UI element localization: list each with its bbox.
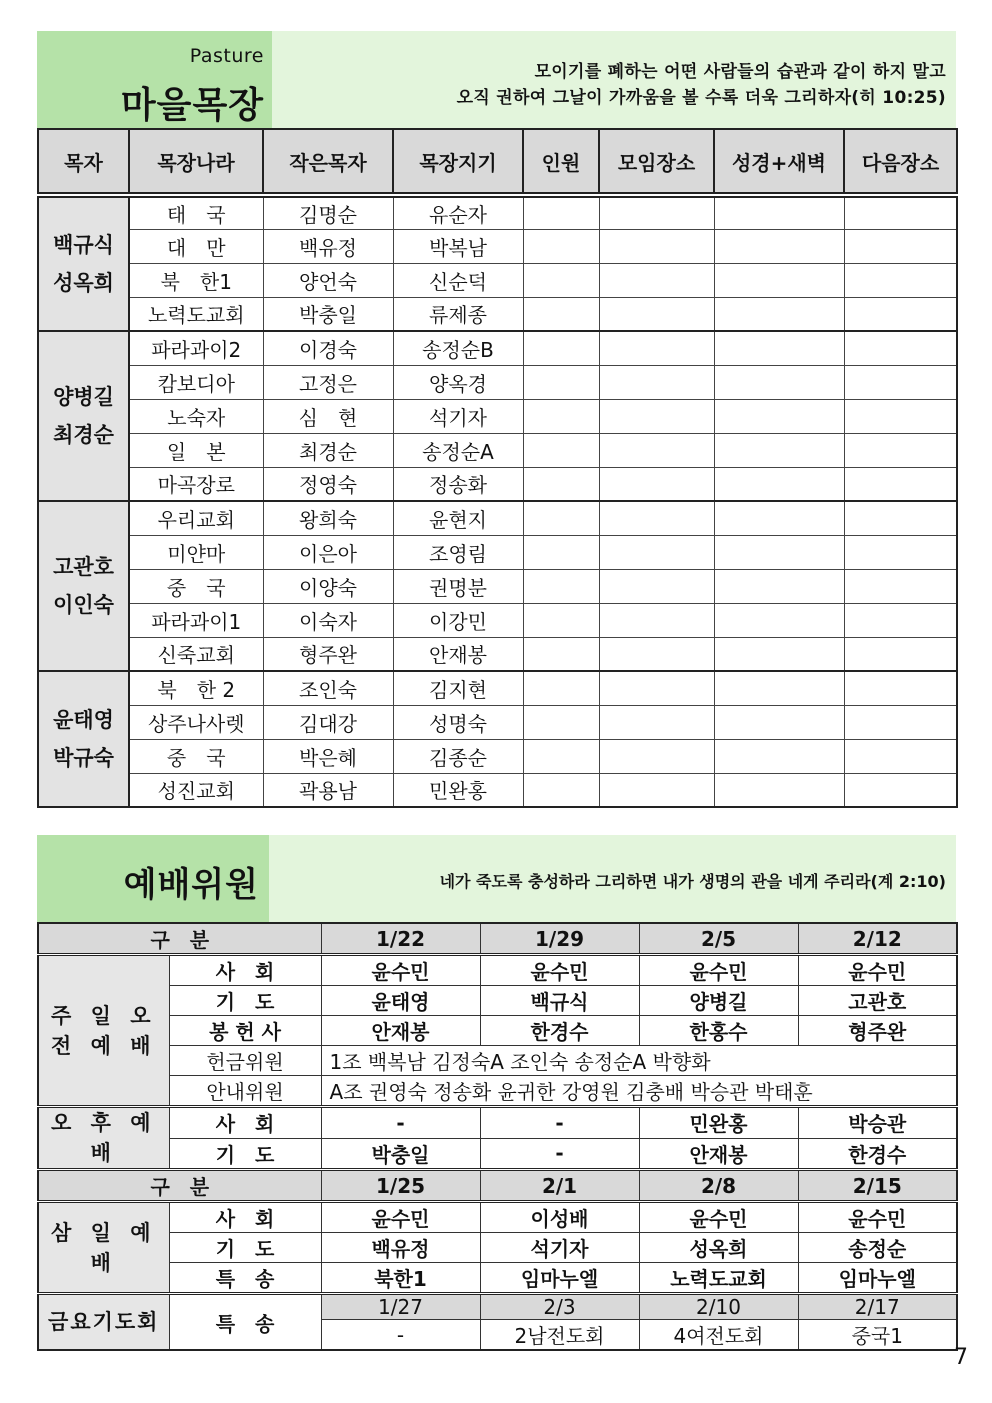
role-cell: 사 회 xyxy=(169,1107,321,1139)
pasture-title-block xyxy=(37,31,272,128)
sub-pastor-cell: 김명순 xyxy=(263,195,393,229)
empty-cell xyxy=(599,263,714,297)
role-cell: 안내위원 xyxy=(169,1076,321,1107)
empty-cell xyxy=(599,739,714,773)
pastor-name: 이인숙 xyxy=(53,593,114,617)
assignee-cell: 4여전도회 xyxy=(639,1320,798,1351)
date-cell: 2/3 xyxy=(480,1294,639,1320)
empty-cell xyxy=(523,637,599,671)
pasture-verse-line2: 오직 권하여 그날이 가까움을 볼 수록 더욱 그리하자(히 10:25) xyxy=(456,88,946,108)
assignee-cell: 민완홍 xyxy=(639,1107,798,1139)
assignee-cell: 이성배 xyxy=(480,1202,639,1233)
country-cell: 일 본 xyxy=(129,433,263,467)
pastor-cell xyxy=(38,195,129,331)
table-row xyxy=(38,365,957,399)
empty-cell xyxy=(714,603,844,637)
keeper-cell: 정송화 xyxy=(393,467,523,501)
keeper-cell: 송정순B xyxy=(393,331,523,365)
friday-prayer-category: 금요기도회 xyxy=(38,1294,169,1351)
keeper-cell: 성명숙 xyxy=(393,705,523,739)
empty-cell xyxy=(844,365,957,399)
empty-cell xyxy=(714,467,844,501)
empty-cell xyxy=(844,467,957,501)
header-place: 모임장소 xyxy=(599,129,714,195)
empty-cell xyxy=(714,331,844,365)
sub-pastor-cell: 이경숙 xyxy=(263,331,393,365)
date-cell: 2/15 xyxy=(798,1170,957,1202)
worship-table xyxy=(37,922,958,1351)
keeper-cell: 윤현지 xyxy=(393,501,523,535)
empty-cell xyxy=(714,229,844,263)
keeper-cell: 김지현 xyxy=(393,671,523,705)
assignee-cell: 윤수민 xyxy=(639,955,798,986)
empty-cell xyxy=(599,535,714,569)
worship-header-label: 구 분 xyxy=(38,1170,321,1202)
empty-cell xyxy=(599,569,714,603)
empty-cell xyxy=(599,297,714,331)
assignee-cell: 성옥희 xyxy=(639,1233,798,1263)
assignee-cell: 백규식 xyxy=(480,986,639,1016)
assignee-cell: 한경수 xyxy=(798,1138,957,1170)
empty-cell xyxy=(599,501,714,535)
table-row xyxy=(38,535,957,569)
role-cell: 특 송 xyxy=(169,1263,321,1294)
table-row xyxy=(38,955,957,986)
pastor-name: 박규숙 xyxy=(53,746,114,770)
empty-cell xyxy=(844,637,957,671)
empty-cell xyxy=(714,773,844,807)
table-row xyxy=(38,1107,957,1139)
keeper-cell: 송정순A xyxy=(393,433,523,467)
worship-header-row xyxy=(38,923,957,955)
table-row xyxy=(38,1202,957,1233)
role-cell: 사 회 xyxy=(169,955,321,986)
empty-cell xyxy=(523,603,599,637)
assignee-cell: 북한1 xyxy=(321,1263,480,1294)
table-row xyxy=(38,739,957,773)
sub-pastor-cell: 박은혜 xyxy=(263,739,393,773)
empty-cell xyxy=(523,773,599,807)
assignee-cell: 박충일 xyxy=(321,1138,480,1170)
sub-pastor-cell: 심 현 xyxy=(263,399,393,433)
empty-cell xyxy=(599,399,714,433)
date-cell: 2/8 xyxy=(639,1170,798,1202)
keeper-cell: 권명분 xyxy=(393,569,523,603)
assignee-cell: 한경수 xyxy=(480,1016,639,1046)
keeper-cell: 유순자 xyxy=(393,195,523,229)
empty-cell xyxy=(599,603,714,637)
assignee-cell: 윤수민 xyxy=(639,1202,798,1233)
empty-cell xyxy=(714,569,844,603)
table-row xyxy=(38,297,957,331)
pasture-header-row xyxy=(38,129,957,195)
assignee-cell: 윤수민 xyxy=(798,1202,957,1233)
empty-cell xyxy=(844,331,957,365)
page-number: 7 xyxy=(954,1345,968,1370)
header-country: 목장나라 xyxy=(129,129,263,195)
empty-cell xyxy=(599,195,714,229)
assignee-cell: 석기자 xyxy=(480,1233,639,1263)
country-cell: 상주나사렛 xyxy=(129,705,263,739)
empty-cell xyxy=(714,433,844,467)
keeper-cell: 양옥경 xyxy=(393,365,523,399)
header-keeper: 목장지기 xyxy=(393,129,523,195)
header-next-place: 다음장소 xyxy=(844,129,957,195)
date-cell: 2/12 xyxy=(798,923,957,955)
assignee-cell: 노력도교회 xyxy=(639,1263,798,1294)
empty-cell xyxy=(844,195,957,229)
date-cell: 2/1 xyxy=(480,1170,639,1202)
empty-cell xyxy=(599,637,714,671)
empty-cell xyxy=(714,263,844,297)
sub-pastor-cell: 조인숙 xyxy=(263,671,393,705)
table-row xyxy=(38,569,957,603)
empty-cell xyxy=(599,467,714,501)
empty-cell xyxy=(844,399,957,433)
sub-pastor-cell: 이은아 xyxy=(263,535,393,569)
date-cell: 1/25 xyxy=(321,1170,480,1202)
country-cell: 노력도교회 xyxy=(129,297,263,331)
pastor-name: 고관호 xyxy=(53,555,114,579)
table-row xyxy=(38,671,957,705)
assignee-cell: 안재봉 xyxy=(321,1016,480,1046)
assignee-cell: 2남전도회 xyxy=(480,1320,639,1351)
empty-cell xyxy=(599,705,714,739)
empty-cell xyxy=(714,637,844,671)
country-cell: 우리교회 xyxy=(129,501,263,535)
empty-cell xyxy=(844,501,957,535)
assignee-cell: 중국1 xyxy=(798,1320,957,1351)
keeper-cell: 민완홍 xyxy=(393,773,523,807)
pastor-cell xyxy=(38,671,129,807)
worship-banner xyxy=(37,835,956,922)
empty-cell xyxy=(714,399,844,433)
empty-cell xyxy=(844,739,957,773)
table-row xyxy=(38,1046,957,1076)
empty-cell xyxy=(714,501,844,535)
pastor-name: 양병길 xyxy=(53,385,114,409)
header-bible-dawn: 성경+새벽 xyxy=(714,129,844,195)
country-cell: 미얀마 xyxy=(129,535,263,569)
header-sub-pastor: 작은목자 xyxy=(263,129,393,195)
sub-pastor-cell: 양언숙 xyxy=(263,263,393,297)
empty-cell xyxy=(599,229,714,263)
country-cell: 노숙자 xyxy=(129,399,263,433)
role-cell: 헌금위원 xyxy=(169,1046,321,1076)
assignee-cell: 임마누엘 xyxy=(480,1263,639,1294)
header-attendance: 인원 xyxy=(523,129,599,195)
offering-team-cell: 1조 백복남 김정숙A 조인숙 송정순A 박향화 xyxy=(321,1046,957,1076)
worship-verse: 네가 죽도록 충성하라 그리하면 내가 생명의 관을 네게 주리라(계 2:10) xyxy=(439,872,946,891)
afternoon-service-category: 오 후 예 배 xyxy=(38,1107,169,1170)
assignee-cell: 윤수민 xyxy=(798,955,957,986)
table-row xyxy=(38,637,957,671)
table-row xyxy=(38,229,957,263)
wednesday-service-category: 삼 일 예 배 xyxy=(38,1202,169,1294)
pasture-table xyxy=(37,128,958,808)
role-cell: 기 도 xyxy=(169,986,321,1016)
keeper-cell: 이강민 xyxy=(393,603,523,637)
empty-cell xyxy=(844,229,957,263)
assignee-cell: 안재봉 xyxy=(639,1138,798,1170)
sub-pastor-cell: 박충일 xyxy=(263,297,393,331)
date-cell: 2/17 xyxy=(798,1294,957,1320)
keeper-cell: 석기자 xyxy=(393,399,523,433)
pasture-banner xyxy=(37,31,956,128)
empty-cell xyxy=(714,705,844,739)
empty-cell xyxy=(523,501,599,535)
keeper-cell: 박복남 xyxy=(393,229,523,263)
empty-cell xyxy=(844,773,957,807)
table-row xyxy=(38,1233,957,1263)
table-row xyxy=(38,331,957,365)
table-row xyxy=(38,773,957,807)
table-row xyxy=(38,705,957,739)
table-row xyxy=(38,986,957,1016)
table-row xyxy=(38,399,957,433)
assignee-cell: - xyxy=(321,1107,480,1139)
table-row xyxy=(38,195,957,229)
role-cell: 봉 헌 사 xyxy=(169,1016,321,1046)
table-row xyxy=(38,1294,957,1320)
keeper-cell: 안재봉 xyxy=(393,637,523,671)
assignee-cell: 윤태영 xyxy=(321,986,480,1016)
country-cell: 중 국 xyxy=(129,739,263,773)
empty-cell xyxy=(714,297,844,331)
keeper-cell: 신순덕 xyxy=(393,263,523,297)
country-cell: 마곡장로 xyxy=(129,467,263,501)
sub-pastor-cell: 곽용남 xyxy=(263,773,393,807)
country-cell: 파라과이2 xyxy=(129,331,263,365)
sub-pastor-cell: 이숙자 xyxy=(263,603,393,637)
table-row xyxy=(38,501,957,535)
empty-cell xyxy=(523,705,599,739)
empty-cell xyxy=(523,229,599,263)
empty-cell xyxy=(844,603,957,637)
sunday-service-category: 주 일 오 전 예 배 xyxy=(38,955,169,1107)
sub-pastor-cell: 정영숙 xyxy=(263,467,393,501)
worship-header-label: 구 분 xyxy=(38,923,321,955)
table-row xyxy=(38,603,957,637)
empty-cell xyxy=(714,739,844,773)
sub-pastor-cell: 백유정 xyxy=(263,229,393,263)
empty-cell xyxy=(844,263,957,297)
worship-header-row xyxy=(38,1170,957,1202)
country-cell: 북 한 2 xyxy=(129,671,263,705)
pastor-cell xyxy=(38,501,129,671)
worship-title-block xyxy=(37,835,269,922)
assignee-cell: 임마누엘 xyxy=(798,1263,957,1294)
pasture-verse-block xyxy=(272,31,956,128)
empty-cell xyxy=(714,365,844,399)
country-cell: 북 한1 xyxy=(129,263,263,297)
sub-pastor-cell: 형주완 xyxy=(263,637,393,671)
empty-cell xyxy=(523,535,599,569)
pastor-name: 윤태영 xyxy=(53,708,114,732)
empty-cell xyxy=(523,671,599,705)
country-cell: 태 국 xyxy=(129,195,263,229)
pastor-cell xyxy=(38,331,129,501)
empty-cell xyxy=(714,671,844,705)
role-cell: 특 송 xyxy=(169,1294,321,1351)
sub-pastor-cell: 고정은 xyxy=(263,365,393,399)
keeper-cell: 조영림 xyxy=(393,535,523,569)
empty-cell xyxy=(844,297,957,331)
pastor-name: 백규식 xyxy=(53,233,114,257)
country-cell: 성진교회 xyxy=(129,773,263,807)
assignee-cell: 백유정 xyxy=(321,1233,480,1263)
empty-cell xyxy=(523,195,599,229)
empty-cell xyxy=(523,739,599,773)
empty-cell xyxy=(523,263,599,297)
country-cell: 파라과이1 xyxy=(129,603,263,637)
usher-team-cell: A조 권영숙 정송화 윤귀한 강영원 김충배 박승관 박태훈 xyxy=(321,1076,957,1107)
worship-title: 예배위원 xyxy=(123,865,259,905)
empty-cell xyxy=(523,433,599,467)
table-row xyxy=(38,433,957,467)
date-cell: 2/10 xyxy=(639,1294,798,1320)
assignee-cell: 윤수민 xyxy=(321,1202,480,1233)
table-row xyxy=(38,467,957,501)
empty-cell xyxy=(714,195,844,229)
date-cell: 1/22 xyxy=(321,923,480,955)
pasture-title-ko: 마을목장 xyxy=(120,85,264,126)
empty-cell xyxy=(599,331,714,365)
empty-cell xyxy=(844,671,957,705)
country-cell: 대 만 xyxy=(129,229,263,263)
empty-cell xyxy=(523,365,599,399)
empty-cell xyxy=(844,569,957,603)
assignee-cell: 송정순 xyxy=(798,1233,957,1263)
keeper-cell: 류제종 xyxy=(393,297,523,331)
table-row xyxy=(38,1016,957,1046)
empty-cell xyxy=(523,297,599,331)
pastor-name: 최경순 xyxy=(53,423,114,447)
sub-pastor-cell: 최경순 xyxy=(263,433,393,467)
assignee-cell: - xyxy=(480,1138,639,1170)
empty-cell xyxy=(523,399,599,433)
sub-pastor-cell: 이양숙 xyxy=(263,569,393,603)
empty-cell xyxy=(523,569,599,603)
assignee-cell: 박승관 xyxy=(798,1107,957,1139)
sub-pastor-cell: 왕희숙 xyxy=(263,501,393,535)
pasture-title-en: Pasture xyxy=(189,45,264,67)
table-row xyxy=(38,1263,957,1294)
role-cell: 사 회 xyxy=(169,1202,321,1233)
assignee-cell: 형주완 xyxy=(798,1016,957,1046)
country-cell: 캄보디아 xyxy=(129,365,263,399)
pasture-verse-line1: 모이기를 폐하는 어떤 사람들의 습관과 같이 하지 말고 xyxy=(534,62,946,82)
assignee-cell: 윤수민 xyxy=(480,955,639,986)
empty-cell xyxy=(844,535,957,569)
table-row xyxy=(38,1076,957,1107)
role-cell: 기 도 xyxy=(169,1138,321,1170)
assignee-cell: 한홍수 xyxy=(639,1016,798,1046)
table-row xyxy=(38,263,957,297)
assignee-cell: 고관호 xyxy=(798,986,957,1016)
role-cell: 기 도 xyxy=(169,1233,321,1263)
pastor-name: 성옥희 xyxy=(53,271,114,295)
empty-cell xyxy=(599,433,714,467)
assignee-cell: 양병길 xyxy=(639,986,798,1016)
empty-cell xyxy=(599,773,714,807)
assignee-cell: - xyxy=(321,1320,480,1351)
date-cell: 2/5 xyxy=(639,923,798,955)
empty-cell xyxy=(599,671,714,705)
empty-cell xyxy=(844,705,957,739)
table-row xyxy=(38,1138,957,1170)
empty-cell xyxy=(523,467,599,501)
date-cell: 1/27 xyxy=(321,1294,480,1320)
empty-cell xyxy=(523,331,599,365)
assignee-cell: 윤수민 xyxy=(321,955,480,986)
assignee-cell: - xyxy=(480,1107,639,1139)
empty-cell xyxy=(714,535,844,569)
date-cell: 1/29 xyxy=(480,923,639,955)
header-pastor: 목자 xyxy=(38,129,129,195)
country-cell: 신죽교회 xyxy=(129,637,263,671)
empty-cell xyxy=(844,433,957,467)
worship-verse-block xyxy=(269,835,956,922)
keeper-cell: 김종순 xyxy=(393,739,523,773)
empty-cell xyxy=(599,365,714,399)
sub-pastor-cell: 김대강 xyxy=(263,705,393,739)
country-cell: 중 국 xyxy=(129,569,263,603)
